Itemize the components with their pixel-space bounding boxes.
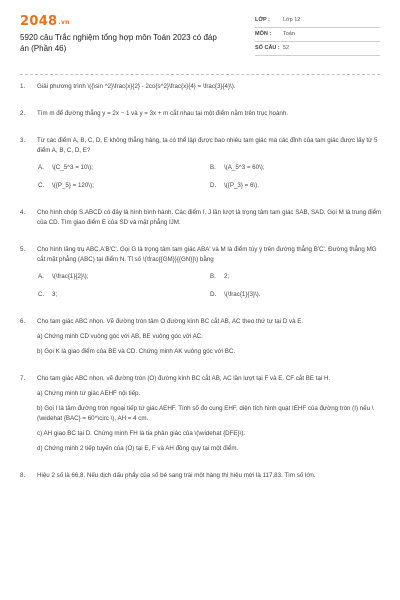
question-6 [20, 317, 382, 357]
meta-row-class [255, 14, 380, 28]
question-2 [20, 109, 382, 119]
question-8 [20, 471, 382, 481]
answer-option[interactable] [38, 290, 210, 300]
option-text: \(\frac{1}{3}\). [224, 291, 261, 298]
question-7 [20, 374, 382, 454]
question-list [20, 80, 382, 481]
option-letter: C. [38, 291, 45, 298]
meta-value: Toán [283, 31, 295, 37]
option-text: \(\frac{1}{2}\); [52, 273, 89, 280]
answer-option[interactable] [38, 272, 210, 282]
sub-question: a) Chứng minh tứ giác AEHF nội tiếp. [37, 390, 141, 397]
option-letter: D. [210, 182, 217, 189]
option-text: 2; [224, 273, 230, 280]
question-number: 6. [20, 318, 26, 325]
answer-option[interactable] [38, 181, 210, 191]
question-text: Cho tam giác ABC nhọn, vẽ đường tròn (O) đường kính BC cắt AB, AC lần lượt tại F và E. CF cắt BE tại H. [37, 375, 331, 382]
question-1 [20, 82, 382, 92]
logo-suffix: .vn [58, 19, 70, 26]
question-text: Giải phương trình \({\sin ^2}\frac{x}{2} - 2co{s^2}\frac{x}{4} = \frac{3}{4}\). [37, 83, 236, 90]
meta-value: 52 [283, 45, 290, 51]
question-text: Từ các điểm A, B, C, D, E không thẳng hàng, ta có thể lập được bao nhiêu tam giác mà các đỉnh của tam giác được lấy từ 5 điểm A, B, C, D, E? [37, 137, 378, 154]
question-number: 8. [20, 472, 26, 479]
site-logo[interactable] [20, 14, 70, 29]
question-text: Hiệu 2 số là 66,8. Nếu dịch dấu phẩy của số bé sang trái một hàng thì hiệu mới là 117,83. Tìm số lớn. [37, 472, 316, 479]
meta-label: SỐ CÂU : [255, 45, 280, 51]
answer-option[interactable] [38, 163, 210, 173]
question-number: 4. [20, 209, 26, 216]
meta-label: MÔN : [255, 31, 272, 37]
option-letter: C. [38, 182, 45, 189]
option-text: \({P_5} = 120\); [52, 182, 94, 189]
meta-row-count [255, 42, 380, 56]
question-4 [20, 208, 382, 228]
question-number: 7. [20, 375, 26, 382]
question-number: 1. [20, 83, 26, 90]
question-3 [20, 136, 382, 191]
meta-value: Lớp 12 [283, 17, 301, 23]
question-number: 2. [20, 110, 26, 117]
option-letter: B. [210, 273, 216, 280]
sub-question: d) Chứng minh 2 tiếp tuyến của (O) tại E, F và AH đồng quy tại một điểm. [37, 445, 239, 452]
sub-question: b) Gọi I là tâm đường tròn ngoại tiếp tứ giác AEHF. Tính số đo cung EHF, diện tích hình quạt IEHF của đường tròn (I) nếu \(\widehat {BAC} = 60^\circ \), AH = 4 cm. [37, 405, 374, 422]
logo-text: 2048 [20, 14, 58, 29]
option-text: \(A_5^3 = 60\); [224, 164, 265, 171]
option-text: 3; [52, 291, 58, 298]
question-number: 3. [20, 137, 26, 144]
header [0, 0, 400, 60]
option-text: \(C_5^3 = 10\); [52, 164, 93, 171]
option-letter: A. [38, 164, 44, 171]
option-letter: B. [210, 164, 216, 171]
meta-label: LỚP : [255, 17, 270, 23]
question-text: Tìm m để đường thẳng y = 2x − 1 và y = 3x + m cắt nhau tại một điểm nằm trên trục hoành. [37, 110, 289, 117]
option-letter: D. [210, 291, 217, 298]
meta-info [255, 14, 380, 56]
sub-question: c) AH giao BC tại D. Chứng minh FH là tia phân giác của \(\widehat {DFE}\). [37, 430, 246, 437]
answer-option[interactable] [210, 163, 382, 173]
answer-options [37, 272, 382, 300]
option-text: \({P_3} = 6\). [224, 182, 259, 189]
question-number: 5. [20, 246, 26, 253]
answer-option[interactable] [210, 181, 382, 191]
header-divider [20, 74, 380, 75]
answer-options [37, 163, 382, 191]
question-text: Cho hình chóp S.ABCD có đáy là hình bình hành. Các điểm I, J lần lượt là trọng tâm tam giác SAB, SAD. Gọi M là trung điểm của CD. Tìm giao điểm E của SD và mặt phẳng IJM. [37, 209, 382, 226]
sub-question: b) Gọi K là giao điểm của BE và CD. Chứng minh AK vuông góc với BC. [37, 348, 236, 355]
answer-option[interactable] [210, 290, 382, 300]
option-letter: A. [38, 273, 44, 280]
page-title: 5920 câu Trắc nghiệm tổng hợp môn Toán 2023 có đáp án (Phần 46) [20, 33, 217, 53]
answer-option[interactable] [210, 272, 382, 282]
sub-question: a) Chứng minh CD vuông góc với AB, BE vuông góc với AC. [37, 333, 203, 340]
meta-row-subject [255, 28, 380, 42]
question-text: Cho hình lăng trụ ABC.A'B'C'. Gọi G là trọng tâm tam giác ABA' và M là điểm tùy ý trên đường thẳng B'C'. Đường thẳng MG cắt mặt phẳng (ABC) tại điểm N. Tỉ số \(\frac{{GM}}{{GN}}\) bằng [37, 246, 377, 263]
question-text: Cho tam giác ABC nhọn. Vẽ đường tròn tâm O đường kính BC cắt AB, AC theo thứ tự tại D và E. [37, 318, 304, 325]
question-5 [20, 245, 382, 300]
